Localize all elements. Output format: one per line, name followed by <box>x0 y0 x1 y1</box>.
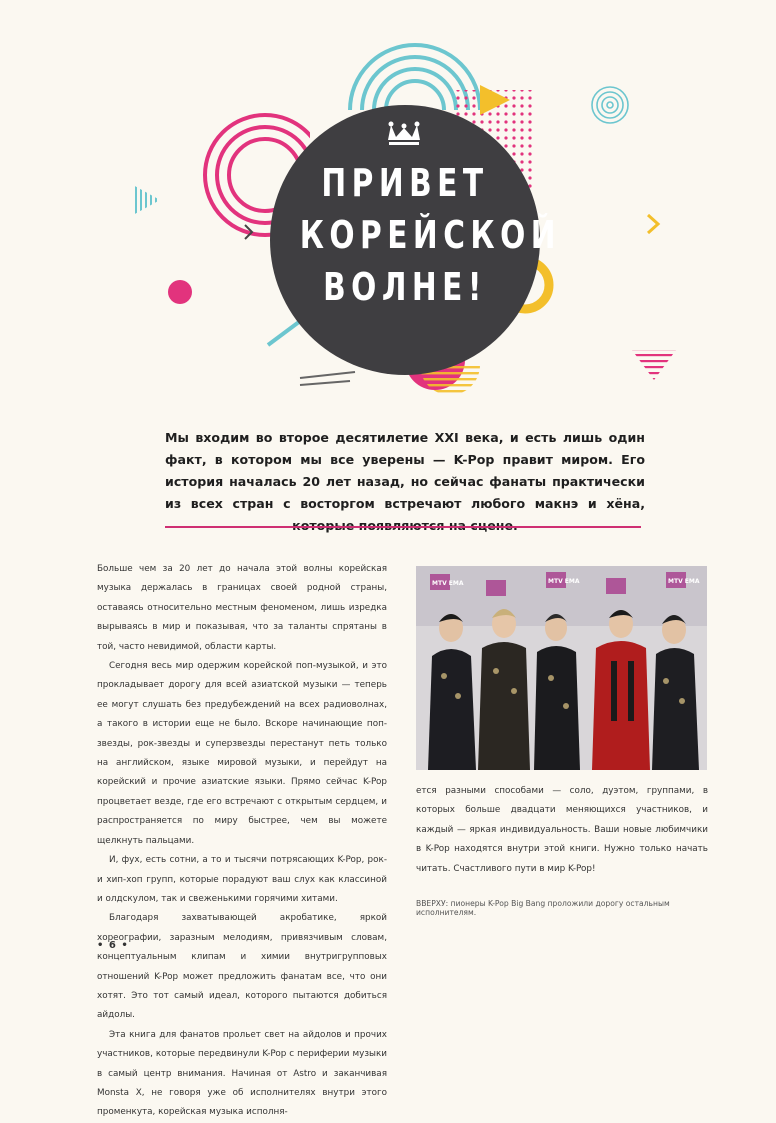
title-line-2: КОРЕЙСКОЙ <box>299 213 562 257</box>
paragraph-2: Сегодня весь мир одержим корейской поп-музыкой, и это прокладывает дорогу для всей азиатской музыки — теперь ее могут слушать без предубеждений на всех радиоволнах, а такого в истории еще не было. Вскоре начинающие поп-звезды, рок-звезды и суперзвезды перестанут петь только на английском, языке мировой музыки, и перейдут на корейский и прочие азиатские языки. Прямо сейчас K-Pop процветает везде, где его встречают с открытым сердцем, и распространяется по миру быстрее, чем вы можете щелкнуть пальцами. <box>97 661 387 846</box>
yellow-chevron <box>648 215 658 233</box>
svg-text:MTV EMA: MTV EMA <box>668 578 700 585</box>
pink-stripe-triangle <box>632 350 676 380</box>
right-column <box>416 782 708 879</box>
page-number: • 6 • <box>97 940 129 951</box>
paragraph-1: Больше чем за 20 лет до начала этой волны корейская музыка держалась в границах своей родной страны, оставаясь относительно местным феноменом, лишь изредка вырываясь в мир и показывая, что за таланты спрятаны в той, часто невидимой, области карты. <box>97 564 387 652</box>
right-paragraph: ется разными способами — соло, дуэтом, группами, в которых больше двадцати меняющихся участников, и каждый — яркая индивидуальность. Ваши новые любимчики в K-Pop находятся внутри этой книги. Нужно только начать читать. Счастливого пути в мир K-Pop! <box>416 786 708 874</box>
paragraph-4: Благодаря захватывающей акробатике, яркой хореографии, заразным мелодиям, привязчивым словам, концептуальным клипам и химии внутригрупповых отношений K-Pop может предложить фанатам все, что они хотят. Это тот самый идеал, которого пытаются добиться айдолы. <box>97 913 387 1021</box>
paragraph-3: И, фух, есть сотни, а то и тысячи потрясающих K-Pop, рок- и хип-хоп групп, которые порадуют ваш слух как классиной и олдскулом, так и свеженькими горячими хитами. <box>97 855 387 904</box>
teal-stripe-triangle <box>133 185 160 215</box>
left-column <box>97 560 387 1123</box>
svg-text:MTV EMA: MTV EMA <box>548 578 580 585</box>
teal-rings <box>592 87 628 123</box>
title-line-1: ПРИВЕТ <box>321 161 489 205</box>
title-line-3: ВОЛНЕ! <box>323 265 487 309</box>
lead-paragraph: Мы входим во второе десятилетие XXI века, и есть лишь один факт, в котором мы все уверены — K-Pop правит миром. Его история началась 20 лет назад, но сейчас фанаты практически из всех стран с восторгом встречают любого макнэ и хёна, <box>165 430 645 511</box>
paragraph-5: Эта книга для фанатов прольет свет на айдолов и прочих участников, которые передвинули K-Pop с периферии музыки в самый центр внимания. Начиная от Astro и заканчивая Monsta X, не говоря уже об исполнителях внутри этого променкута, корейская музыка исполня- <box>97 1029 387 1118</box>
photo-caption: ВВЕРХУ: пионеры K-Pop Big Bang проложили дорогу остальным исполнителям. <box>416 899 670 917</box>
band-photo <box>416 566 707 770</box>
title-decoration <box>0 0 776 420</box>
divider-rule <box>165 526 641 528</box>
backdrop-text: MTV EMA <box>432 580 464 587</box>
pink-dot <box>168 280 192 304</box>
